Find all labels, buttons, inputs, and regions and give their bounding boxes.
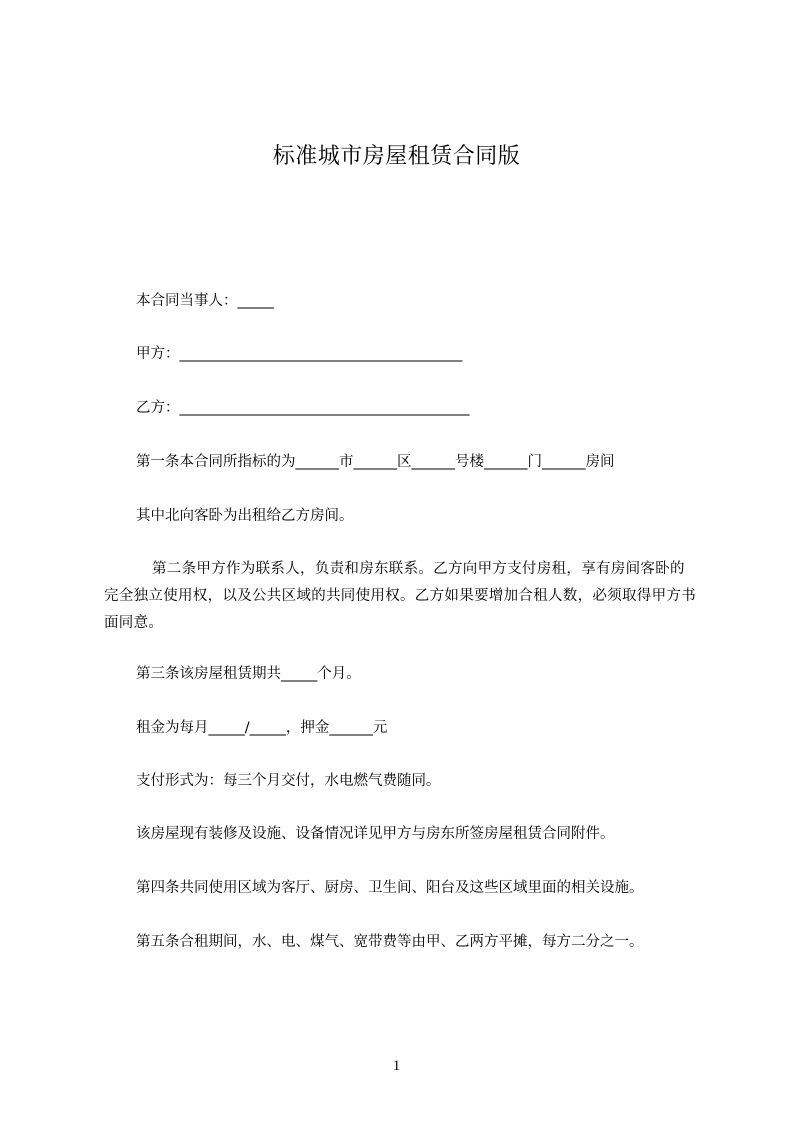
rent-deposit-line: 租金为每月_____/_____，押金______元 [136, 720, 388, 736]
party-a-line: 甲方：_______________________________________ [136, 346, 463, 362]
article-5-line: 第五条合租期间，水、电、煤气、宽带费等由甲、乙两方平摊，每方二分之一。 [136, 934, 644, 950]
article-2-paragraph: 第二条甲方作为联系人，负责和房东联系。乙方向甲方支付房租，享有房间客卧的完全独立使用权，以及公共区域的共同使用权。乙方如果要增加合租人数，必须取得甲方书面同意。 [104, 561, 696, 631]
document-title: 标准城市房屋租赁合同版 [272, 144, 521, 169]
payment-method-line: 支付形式为：每三个月交付，水电燃气费随同。 [136, 773, 441, 789]
article-4-line: 第四条共同使用区域为客厅、厨房、卫生间、阳台及这些区域里面的相关设施。 [136, 880, 644, 896]
party-b-line: 乙方：________________________________________ [136, 400, 470, 416]
facilities-line: 该房屋现有装修及设施、设备情况详见甲方与房东所签房屋租赁合同附件。 [136, 826, 615, 842]
parties-line: 本合同当事人：_____ [136, 293, 274, 309]
article-3-line: 第三条该房屋租赁期共_____个月。 [136, 666, 361, 682]
article-1-line: 第一条本合同所指标的为______市______区______号楼______门______房间 [136, 454, 615, 470]
room-description-line: 其中北向客卧为出租给乙方房间。 [136, 508, 354, 524]
page-number: 1 [392, 1058, 401, 1074]
